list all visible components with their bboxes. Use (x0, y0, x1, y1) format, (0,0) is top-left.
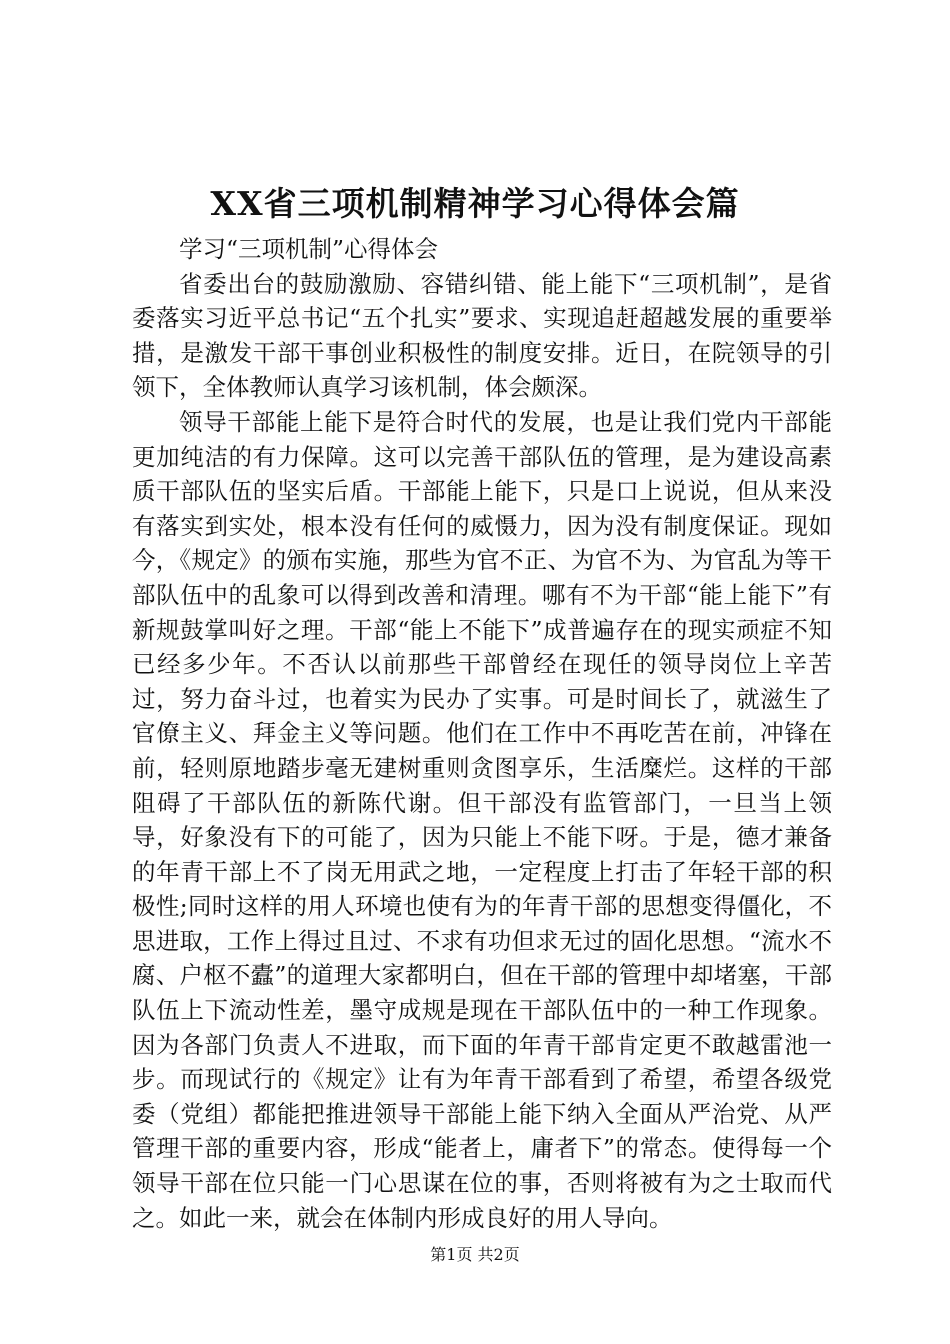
document-subtitle: 学习“三项机制”心得体会 (179, 235, 439, 263)
document-body (132, 232, 832, 1235)
page-footer: 第1页 共2页 (430, 1245, 520, 1264)
body-paragraph: 领导干部能上能下是符合时代的发展，也是让我们党内干部能更加纯洁的有力保障。这可以完善干部队伍的管理，是为建设高素质干部队伍的坚实后盾。干部能上能下，只是口上说说，但从来没有落实到实处，根本没有任何的威慑力，因为没有制度保证。现如今，《规定》的颁布实施，那些为官不正、为官不为、为官乱为等干部队伍中的乱象可以得到改善和清理。哪有不为干部“能上能下”有新规鼓掌叫好之理。干部“能上不能下”成普遍存在的现实顽症不知已经多少年。不否认以前那些干部曾经在现任的领导岗位上辛苦过，努力奋斗过，也着实为民办了实事。可是时间长了，就滋生了官僚主义、拜金主义等问题。他们在工作中不再吃苦在前，冲锋在前，轻则原地踏步毫无建树重则贪图享乐，生活糜烂。这样的干部阻碍了干部队伍的新陈代谢。但干部没有监管部门，一旦当上领导，好象没有下的可能了，因为只能上不能下呀。于是，德才兼备的年青干部上不了岗无用武之地，一定程度上打击了年轻干部的积极性;同时这样的用人环境也使有为的年青干部的思想变得僵化，不思进取，工作上得过且过、不求有功但求无过的固化思想。“流水不腐、户枢不蠹”的道理大家都明白，但在干部的管理中却堵塞，干部队伍上下流动性差，墨守成规是现在干部队伍中的一种工作现象。因为各部门负责人不进取，而下面的年青干部肯定更不敢越雷池一步。而现试行的《规定》让有为年青干部看到了希望，希望各级党委（党组）都能把推进领导干部能上能下纳入全面从严治党、从严管理干部的重要内容，形成“能者上，庸者下”的常态。使得每一个领导干部在位只能一门心思谋在位的事，否则将被有为之士取而代之。如此一来，就会在体制内形成良好的用人导向。 (132, 407, 832, 1232)
document-title: XX省三项机制精神学习心得体会篇 (210, 184, 740, 223)
body-paragraph: 省委出台的鼓励激励、容错纠错、能上能下“三项机制”，是省委落实习近平总书记“五个扎实”要求、实现追赶超越发展的重要举措，是激发干部干事创业积极性的制度安排。近日，在院领导的引领下，全体教师认真学习该机制，体会颇深。 (132, 269, 832, 402)
